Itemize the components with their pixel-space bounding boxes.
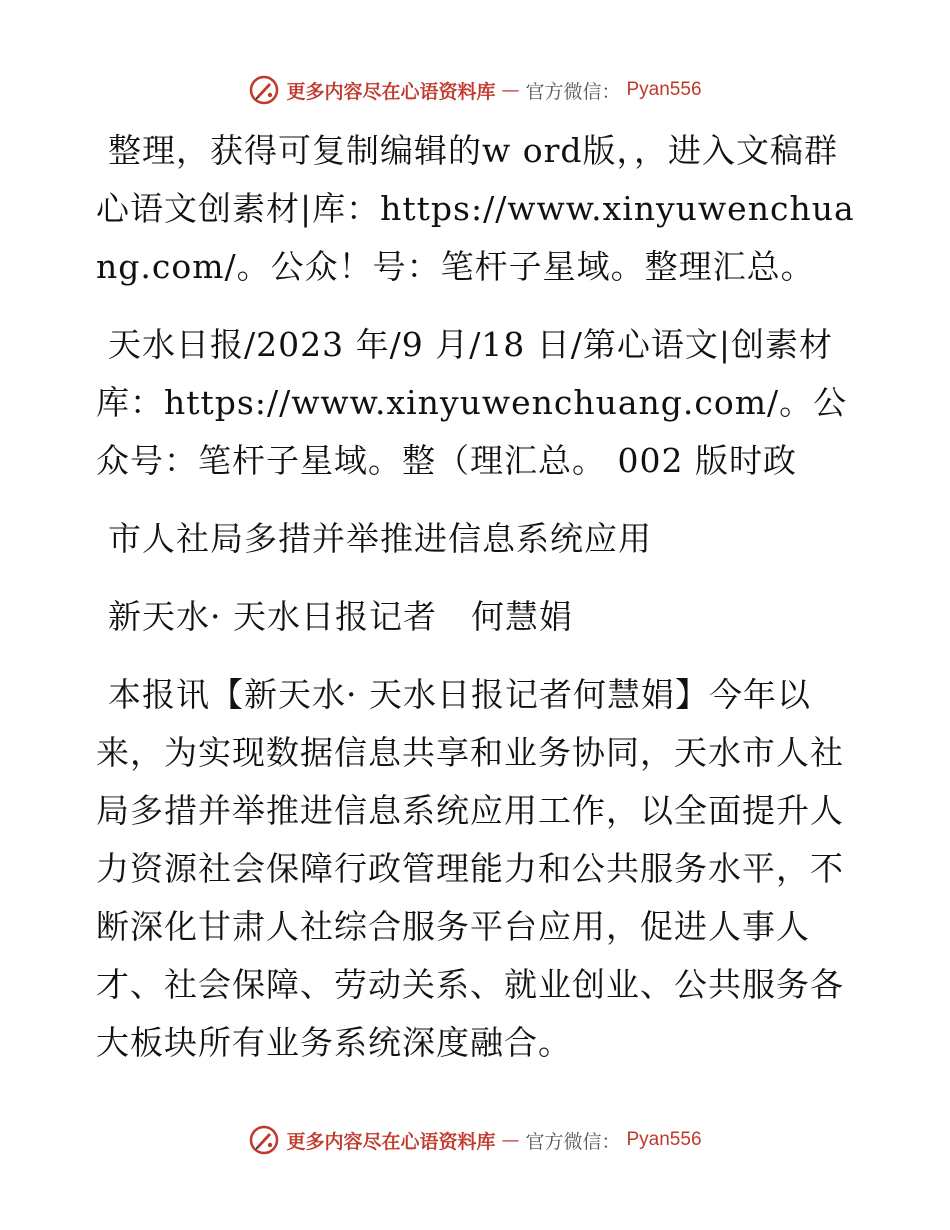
separator-dash: —: [501, 79, 520, 101]
promo-text: 更多内容尽在心语资料库: [286, 80, 496, 103]
article-paragraph: 本报讯【新天水· 天水日报记者何慧娟】今年以来，为实现数据信息共享和业务协同，天水市人社局多措并举推进信息系统应用工作，以全面提升人力资源社会保障行政管理能力和公共服务水平，不断深化甘肃人社综合服务平台应用，促进人事人才、社会保障、劳动关系、就业创业、公共服务各大板块所有业务系统深度融合。: [96, 675, 844, 1062]
header-watermark-banner: [0, 70, 950, 110]
document-body: [96, 122, 856, 1092]
separator-dash: —: [501, 1129, 520, 1151]
official-wechat-label: 官方微信：: [525, 80, 621, 103]
promo-text: 更多内容尽在心语资料库: [286, 1130, 496, 1153]
byline: 新天水· 天水日报记者 何慧娟: [108, 597, 573, 636]
footer-watermark-banner: [0, 1120, 950, 1160]
intro-paragraph: 整理，获得可复制编辑的w ord版，，进入文稿群心语文创素材|库：https://www.xinyuwenchuang.com/。公众！号：笔杆子星域。整理汇总。: [96, 131, 855, 286]
source-line: 天水日报/2023 年/9 月/18 日/第心语文|创素材库：https://www.xinyuwenchuang.com/。公众号：笔杆子星域。整（理汇总。 002 版时政: [96, 325, 848, 480]
quill-seal-icon: [248, 1124, 280, 1156]
wechat-id: Pyan556: [626, 1129, 702, 1150]
wechat-id: Pyan556: [626, 79, 702, 100]
article-title: 市人社局多措并举推进信息系统应用: [108, 519, 652, 558]
quill-seal-icon: [248, 74, 280, 106]
official-wechat-label: 官方微信：: [525, 1130, 621, 1153]
